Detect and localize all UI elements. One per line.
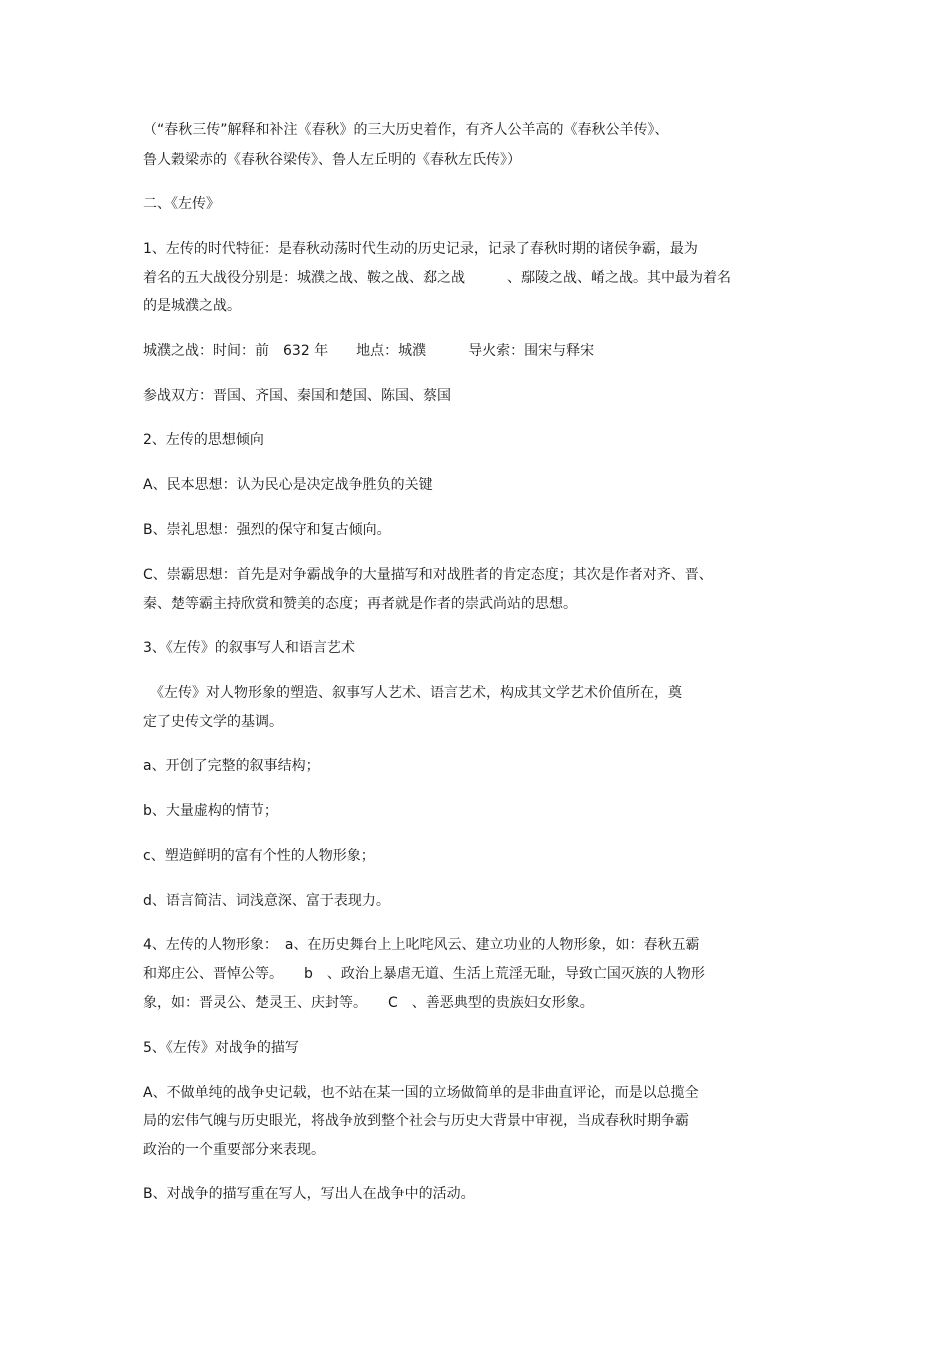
item-2-c-line-1: C、崇霸思想：首先是对争霸战争的大量描写和对战胜者的肯定态度；其次是作者对齐、晋、 bbox=[143, 567, 713, 583]
item-2-a: A、民本思想：认为民心是决定战争胜负的关键 bbox=[143, 477, 433, 493]
item-3-c: c、塑造鲜明的富有个性的人物形象； bbox=[143, 848, 375, 864]
item-1-line-3: 的是城濮之战。 bbox=[143, 298, 241, 314]
item-3-d: d、语言简洁、词浅意深、富于表现力。 bbox=[143, 893, 390, 909]
item-3-heading: 3、《左传》的叙事写人和语言艺术 bbox=[143, 640, 355, 656]
item-5-b: B、对战争的描写重在写人，写出人在战争中的活动。 bbox=[143, 1186, 475, 1202]
item-2-heading: 2、左传的思想倾向 bbox=[143, 432, 264, 448]
item-5-a-line-3: 政治的一个重要部分来表现。 bbox=[143, 1142, 325, 1158]
section-heading: 二、《左传》 bbox=[143, 196, 220, 212]
item-4-line-1: 4、左传的人物形象： a、在历史舞台上上叱咤风云、建立功业的人物形象，如：春秋五霸 bbox=[143, 937, 700, 953]
item-3-a: a、开创了完整的叙事结构； bbox=[143, 758, 320, 774]
item-2-c-line-2: 秦、楚等霸主持欣赏和赞美的态度；再者就是作者的崇武尚站的思想。 bbox=[143, 596, 577, 612]
item-4-line-3: 象，如：晋灵公、楚灵王、庆封等。 C 、善恶典型的贵族妇女形象。 bbox=[143, 995, 594, 1011]
intro-line-1: （“春秋三传”解释和补注《春秋》的三大历史着作，有齐人公羊高的《春秋公羊传》、 bbox=[143, 122, 669, 138]
item-5-a-line-1: A、不做单纯的战争史记载，也不站在某一国的立场做简单的是非曲直评论，而是以总揽全 bbox=[143, 1085, 699, 1101]
item-3-b: b、大量虚构的情节； bbox=[143, 803, 278, 819]
item-1-line-2: 着名的五大战役分别是：城濮之战、鞍之战、郄之战 、鄢陵之战、崤之战。其中最为着名 bbox=[143, 270, 731, 286]
item-2-b: B、崇礼思想：强烈的保守和复古倾向。 bbox=[143, 522, 391, 538]
battle-info-line: 城濮之战：时间：前 632 年 地点：城濮 导火索：围宋与释宋 bbox=[143, 343, 595, 359]
item-5-heading: 5、《左传》对战争的描写 bbox=[143, 1040, 299, 1056]
item-1-line-1: 1、左传的时代特征：是春秋动荡时代生动的历史记录，记录了春秋时期的诸侯争霸，最为 bbox=[143, 241, 698, 257]
intro-line-2: 鲁人穀梁赤的《春秋谷梁传》、鲁人左丘明的《春秋左氏传》） bbox=[143, 152, 521, 168]
participants-line: 参战双方：晋国、齐国、秦国和楚国、陈国、蔡国 bbox=[143, 388, 451, 404]
item-5-a-line-2: 局的宏伟气魄与历史眼光，将战争放到整个社会与历史大背景中审视，当成春秋时期争霸 bbox=[143, 1113, 689, 1129]
item-4-line-2: 和郑庄公、晋悼公等。 b 、政治上暴虐无道、生活上荒淫无耻，导致亡国灭族的人物形 bbox=[143, 966, 705, 982]
item-3-para-line-2: 定了史传文学的基调。 bbox=[143, 714, 283, 730]
item-3-para-line-1: 《左传》对人物形象的塑造、叙事写人艺术、语言艺术，构成其文学艺术价值所在，奠 bbox=[143, 685, 682, 701]
